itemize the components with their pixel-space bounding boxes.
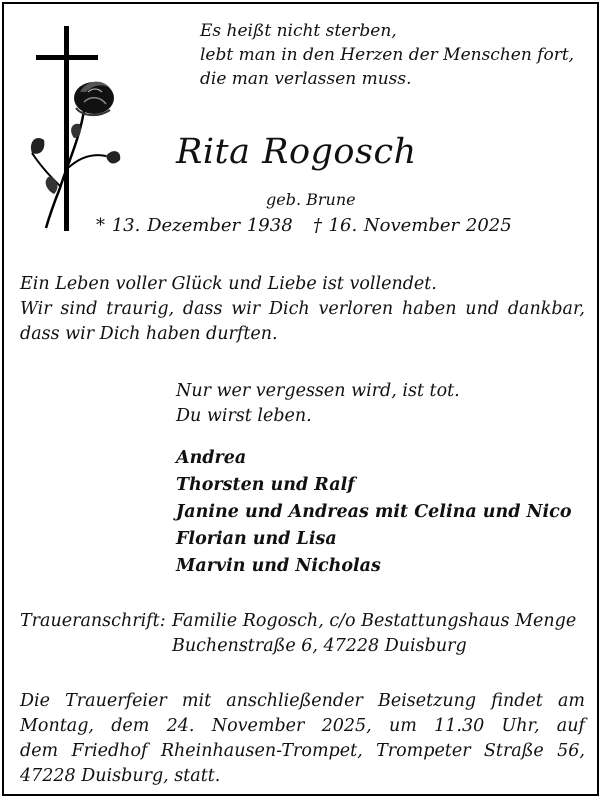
tribute-paragraph [20, 272, 585, 347]
maiden-name: geb. Brune [266, 190, 356, 209]
life-dates: * 13. Dezember 1938 † 16. November 2025 [96, 215, 512, 236]
family-member: Florian und Lisa [176, 529, 337, 549]
family-member: Marvin und Nicholas [176, 556, 381, 576]
cross-icon [24, 18, 134, 238]
tribute-line: Ein Leben voller Glück und Liebe ist vollendet. [20, 274, 437, 294]
family-member: Thorsten und Ralf [176, 475, 355, 495]
funeral-line: dem Friedhof Rheinhausen-Trompet, Trompeter Straße 56, [20, 741, 585, 761]
quote-line: die man verlassen muss. [200, 69, 412, 89]
address-line: Familie Rogosch, c/o Bestattungshaus Menge [172, 611, 577, 631]
funeral-line: Die Trauerfeier mit anschließender Beisetzung findet am [20, 691, 585, 711]
deceased-name: Rita Rogosch [176, 132, 417, 172]
quote-line: Es heißt nicht sterben, [200, 21, 397, 41]
quote-line: lebt man in den Herzen der Menschen fort, [200, 45, 575, 65]
rose-icon [74, 82, 114, 115]
mourning-address [172, 609, 576, 659]
tribute-line: dass wir Dich haben durften. [20, 324, 278, 344]
funeral-line: 47228 Duisburg, statt. [20, 766, 221, 786]
memorial-verse [176, 379, 460, 429]
family-list [176, 445, 572, 580]
family-member: Andrea [176, 448, 247, 468]
opening-quote [200, 19, 574, 91]
address-line: Buchenstraße 6, 47228 Duisburg [172, 636, 467, 656]
verse-line: Nur wer vergessen wird, ist tot. [176, 381, 460, 401]
address-label: Traueranschrift: [20, 611, 166, 631]
funeral-notice [20, 689, 585, 789]
tribute-line: Wir sind traurig, dass wir Dich verloren haben und dankbar, [20, 299, 585, 319]
family-member: Janine und Andreas mit Celina und Nico [176, 502, 572, 522]
funeral-line: Montag, dem 24. November 2025, um 11.30 Uhr, auf [20, 716, 585, 736]
obituary-card [2, 2, 599, 796]
verse-line: Du wirst leben. [176, 406, 312, 426]
